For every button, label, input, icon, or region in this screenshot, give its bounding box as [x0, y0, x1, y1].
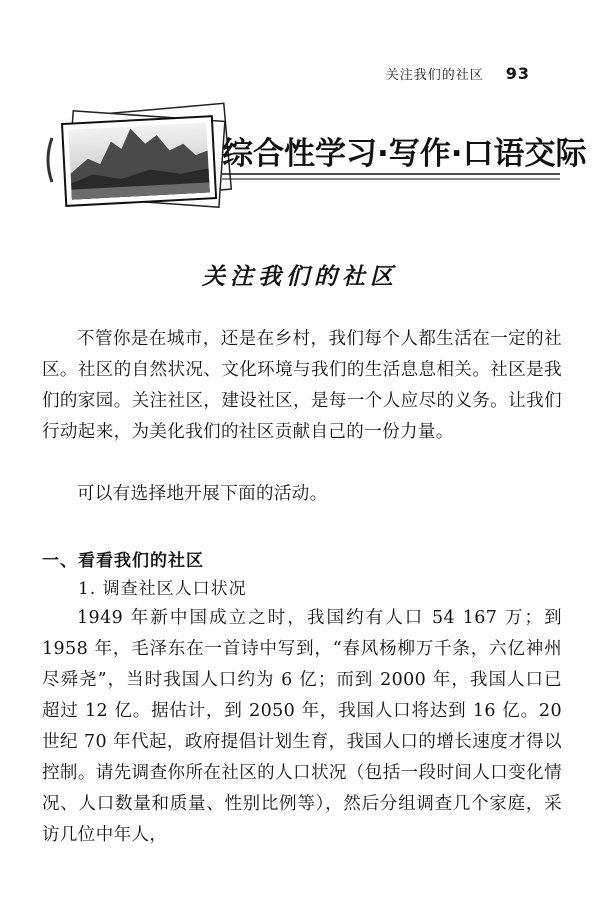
section-banner: [0, 100, 600, 210]
running-header: [386, 64, 530, 83]
body-paragraph: 1949 年新中国成立之时，我国约有人口 54 167 万；到 1958 年，毛泽东在一首诗中写到，“春风杨柳万千条，六亿神州尽舜尧”，当时我国人口约为 6 亿；而到 2000 年，我国人口已超过 12 亿。据估计，到 2050 年，我国人口将达到 16 亿。20 世纪 70 年代起，政府提倡计划生育，我国人口的增长速度才得以控制。请先调查你所在社区的人口状况（包括一段时间人口变化情况、人口数量和质量、性别比例等），然后分组调查几个家庭，采访几位中年人，: [42, 608, 562, 845]
page-number: 93: [505, 64, 530, 83]
intro-paragraph: 不管你是在城市，还是在乡村，我们每个人都生活在一定的社区。社区的自然状况、文化环境与我们的生活息息相关。社区是我们的家园。关注社区，建设社区，是每一个人应尽的义务。让我们行动起来，为美化我们的社区贡献自己的一份力量。: [42, 329, 562, 442]
subsection-heading: 1. 调查社区人口状况: [78, 579, 247, 599]
article-title: 关注我们的社区: [202, 263, 398, 290]
banner-title: 综合性学习·写作·口语交际: [222, 136, 587, 172]
section-heading: 一、看看我们的社区: [42, 551, 204, 571]
intro-note: 可以有选择地开展下面的活动。: [77, 484, 328, 504]
running-header-title: 关注我们的社区: [385, 68, 484, 83]
